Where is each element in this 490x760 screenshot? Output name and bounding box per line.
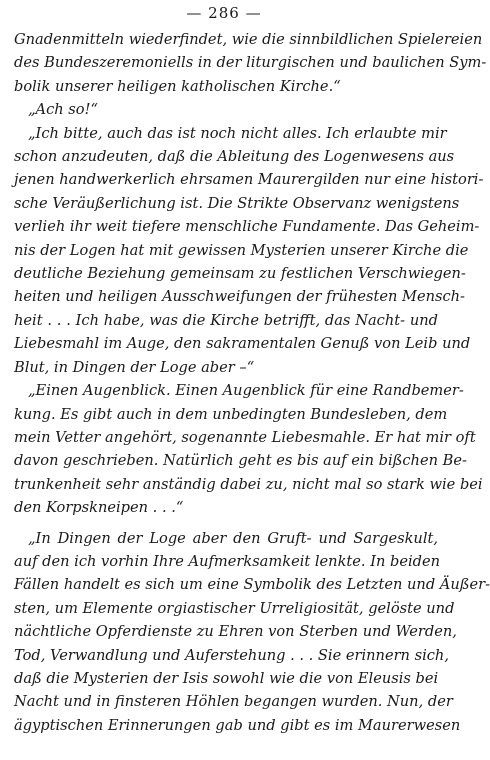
paragraph <box>14 122 484 379</box>
body-text <box>14 28 490 737</box>
text-line: Tod, Verwandlung und Auferstehung . . . Sie erinnern sich, <box>14 646 449 664</box>
paragraph <box>14 98 438 121</box>
text-line: mein Vetter angehört, sogenannte Liebesmahle. Er hat mir oft <box>14 428 476 446</box>
text-line: des Bundeszeremoniells in der liturgischen und baulichen Sym- <box>14 54 487 72</box>
text-line: Gnadenmitteln wiederfindet, wie die sinnbildlichen Spielereien <box>14 31 483 48</box>
text-line: Nacht und in finsteren Höhlen begangen wurden. Nun, der <box>14 693 453 711</box>
paragraph <box>14 379 483 519</box>
text-line: davon geschrieben. Natürlich geht es bis auf ein bißchen Be- <box>14 452 467 470</box>
text-line: daß die Mysterien der Isis sowohl wie die von Eleusis bei <box>14 669 439 687</box>
text-line: trunkenheit sehr anständig dabei zu, nicht mal so stark wie bei <box>14 475 483 493</box>
paragraph-gap <box>14 520 438 527</box>
text-line: bolik unserer heiligen katholischen Kirche.“ <box>14 77 341 95</box>
text-line: heit . . . Ich habe, was die Kirche betrifft, das Nacht- und <box>14 311 438 329</box>
text-line: den Korpskneipen . . .“ <box>14 499 184 517</box>
text-line: „Ach so!“ <box>28 101 98 119</box>
text-line: „Ich bitte, auch das ist noch nicht alles. Ich erlaubte mir <box>28 124 447 142</box>
text-line: nis der Logen hat mit gewissen Mysterien unserer Kirche die <box>14 241 469 259</box>
text-line: deutliche Beziehung gemeinsam zu festlichen Verschwiegen- <box>14 265 466 283</box>
text-line: schon anzudeuten, daß die Ableitung des Logenwesens aus <box>14 148 455 166</box>
text-line: auf den ich vorhin Ihre Aufmerksamkeit lenkte. In beiden <box>14 552 441 570</box>
text-line: sche Veräußerlichung ist. Die Strikte Observanz wenigstens <box>14 194 460 212</box>
text-line: jenen handwerkerlich ehrsamen Maurergilden nur eine histori- <box>14 171 484 189</box>
page-number: — 286 — <box>186 4 262 22</box>
text-line: heiten und heiligen Ausschweifungen der frühesten Mensch- <box>14 288 465 306</box>
text-line: Blut, in Dingen der Loge aber –“ <box>14 358 255 376</box>
text-line: kung. Es gibt auch in dem unbedingten Bundesleben, dem <box>14 405 448 423</box>
text-line: Fällen handelt es sich um eine Symbolik des Letzten und Äußer- <box>14 576 490 594</box>
text-line: Liebesmahl im Auge, den sakramentalen Genuß von Leib und <box>14 335 471 353</box>
paragraph <box>14 527 490 738</box>
text-line: nächtliche Opferdienste zu Ehren von Sterben und Werden, <box>14 623 457 641</box>
text-line: ägyptischen Erinnerungen gab und gibt es im Maurerwesen <box>14 716 461 734</box>
text-line: verlieh ihr weit tiefere menschliche Fundamente. Das Geheim- <box>14 218 480 236</box>
text-line: „In Dingen der Loge aber den Gruft- und Sargeskult, <box>28 529 438 547</box>
text-line: sten, um Elemente orgiastischer Urreligiosität, gelöste und <box>14 599 455 617</box>
paragraph-continued <box>14 28 487 98</box>
text-line: „Einen Augenblick. Einen Augenblick für eine Randbemer- <box>28 382 464 400</box>
